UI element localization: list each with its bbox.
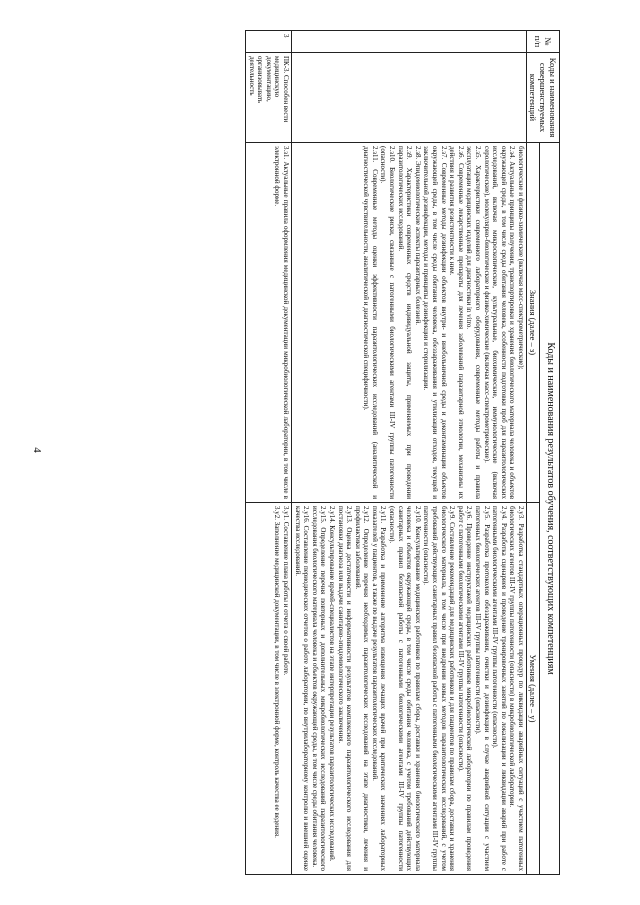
competence-table-sheet xyxy=(70,30,560,875)
skill-item: 2.у11. Разработка и применение алгоритма извещения лечащих врачей при критических значениях лабораторных показателей у пациентов, а также по выдаче результатов паразитологических исследований. xyxy=(370,506,388,871)
skill-item: 2.у3. Разработка стандартных операционных процедур по ликвидации аварийных ситуаций с участием патогенных биологических агентов III-IV группы патогенности (опасности) в микробиологической лаборатории. xyxy=(508,506,525,871)
knowledge-item: 3.з1. Актуальные правила оформления медицинской документации микробиологической лаборатории, в том числе в электронной форме. xyxy=(273,146,290,499)
knowledge-item: 2.з9. Характеристики современных средств индивидуальной защиты, применяемых при проведении паразитологических исследований. xyxy=(396,146,414,499)
skill-item: 2.у10. Консультирование медицинских работников по правилам сбора, доставки и хранения биологического материала человека и объектов окружающей среды, в том числе среды обитания человека, с учетом требований действующих санитарных правил безопасной работы с патогенными биологическими агентами III-IV группы патогенности (опасности). xyxy=(388,506,422,871)
skill-item: 3.у2. Заполнение медицинской документации, в том числе в электронной форме, контроль качества ее ведения. xyxy=(273,506,282,838)
skill-item: 2.у9. Составление рекомендаций для медицинских работников и для пациентов по правилам сбора, доставки и хранения биологического материала, в том числе при внедрении новых методов паразитологических исследований, с учетом требований действующих санитарных правил безопасной работы с патогенными биологическими агентами III-IV группы патогенности (опасности). xyxy=(422,506,457,871)
skills-cell xyxy=(291,503,526,875)
table-row xyxy=(246,31,292,875)
knowledge-item: 2.з6. Современные лекарственные препараты для лечения заболеваний паразитарной этиологии, механизмы их действия и развития резистентности к ним. xyxy=(448,146,465,499)
skill-item: 2.у15. Определение перечня повторных и дополнительных микробиологических исследований паразитологического исследования биологического материала человека и объектов окружающей среды, в том числе среды обитания человека. xyxy=(310,506,328,871)
skill-item: 2.у16. Составление периодических отчетов о работе лаборатории, по внутрилабораторному контролю и внешней оценке качества исследований. xyxy=(293,506,311,871)
header-number: № п/п xyxy=(527,31,560,53)
skill-item: 2.у6. Проведение инструктажей медицинских работников микробиологической лаборатории по правилам проведения работ с патогенными биологическими агентами III-IV группы патогенности (опасности). xyxy=(456,506,474,871)
competence-table xyxy=(245,30,560,875)
table-row xyxy=(291,31,526,875)
header-results-group: Коды и наименования результатов обучения, соответствующих компетенциям xyxy=(540,143,560,875)
skill-item: 2.у14. Консультирование врачей-специалистов на этапе интерпретации результатов паразитологических исследований. xyxy=(327,506,336,862)
row-number-cell: 3 xyxy=(246,31,292,53)
page-number: 4 xyxy=(31,447,43,453)
skill-item: 2.у4. Разработка сценариев и проведение тренировочных занятий по локализации и ликвидации аварий при работе с патогенными биологическими агентами III-IV группы патогенности (опасности). xyxy=(491,506,508,871)
table-body xyxy=(246,31,527,875)
header-skills: Умения (далее – у) xyxy=(527,503,540,875)
competence-cell: ПК-3. Способен вести медицинскую документацию, организовывать деятельность xyxy=(246,53,292,143)
knowledge-item: 2.з7. Современные методы дезинфекции объектов внутри- и внебольничной среды и деконтаминации объектов окружающей среды, в том числе среды обитания человека, обеззараживания и утилизации отходов, текущей и заключительной дезинфекции, методы и принципы дезинфекции и стерилизации. xyxy=(422,146,448,499)
skill-item: 3.у1. Составление плана работы и отчета о своей работе. xyxy=(281,506,290,676)
knowledge-cell xyxy=(246,143,292,503)
skill-item: 2.у5. Разработка протоколов обеззараживания, очистки и дезинфекции в случае аварийной ситуации с участием патогенных биологических агентов III-IV группы патогенности (опасности). xyxy=(474,506,491,871)
knowledge-item: 2.з4. Актуальные принципы получения, транспортировки и хранения биологического материала человека и объектов окружающей среды, в том числе среды обитания человека, особенности подготовки проб для паразитологических исследований, включая микроскопические, культуральные, биохимические, иммунологические (включая серологические), молекулярно-биологические и физико-химические (включая масс-спектрометрические). xyxy=(482,146,517,499)
knowledge-item: 2.з5. Характеристики современного лабораторного оборудования, современные методы работы и правила эксплуатации медицинских изделий для диагностики in vitro. xyxy=(465,146,483,499)
header-knowledge: Знания (далее – з) xyxy=(527,143,540,503)
knowledge-item: биологические и физико-химические (включая масс-спектрометрические); xyxy=(517,146,525,370)
knowledge-item: 2.з10. Биологические риски, связанные с патогенными биологическими агентами III-IV группы патогенности (опасности). xyxy=(379,146,397,499)
knowledge-cell xyxy=(291,143,526,503)
header-competence: Коды и наименования совершенствуемых компетенций xyxy=(527,53,560,143)
skill-item: 2.у13. Оценка достаточности и информативности результатов комплексного паразитологического исследования для постановки диагноза или выдачи санитарно-эпидемиологического заключения. xyxy=(336,506,354,871)
knowledge-item: 2.з8. Эпидемиологические аспекты паразитарных болезней. xyxy=(413,146,422,325)
row-number-cell xyxy=(291,31,526,53)
knowledge-item: 2.з11. Современные методы оценки эффективности паразитологических исследований (аналитической и диагностической чувствительности, аналитической и диагностической специфичности). xyxy=(362,146,379,499)
skill-item: 2.у12. Определение перечня необходимых паразитологических исследований на этапе диагностики, лечения и профилактики заболеваний. xyxy=(353,506,371,871)
skills-cell xyxy=(246,503,292,875)
competence-cell xyxy=(291,53,526,143)
